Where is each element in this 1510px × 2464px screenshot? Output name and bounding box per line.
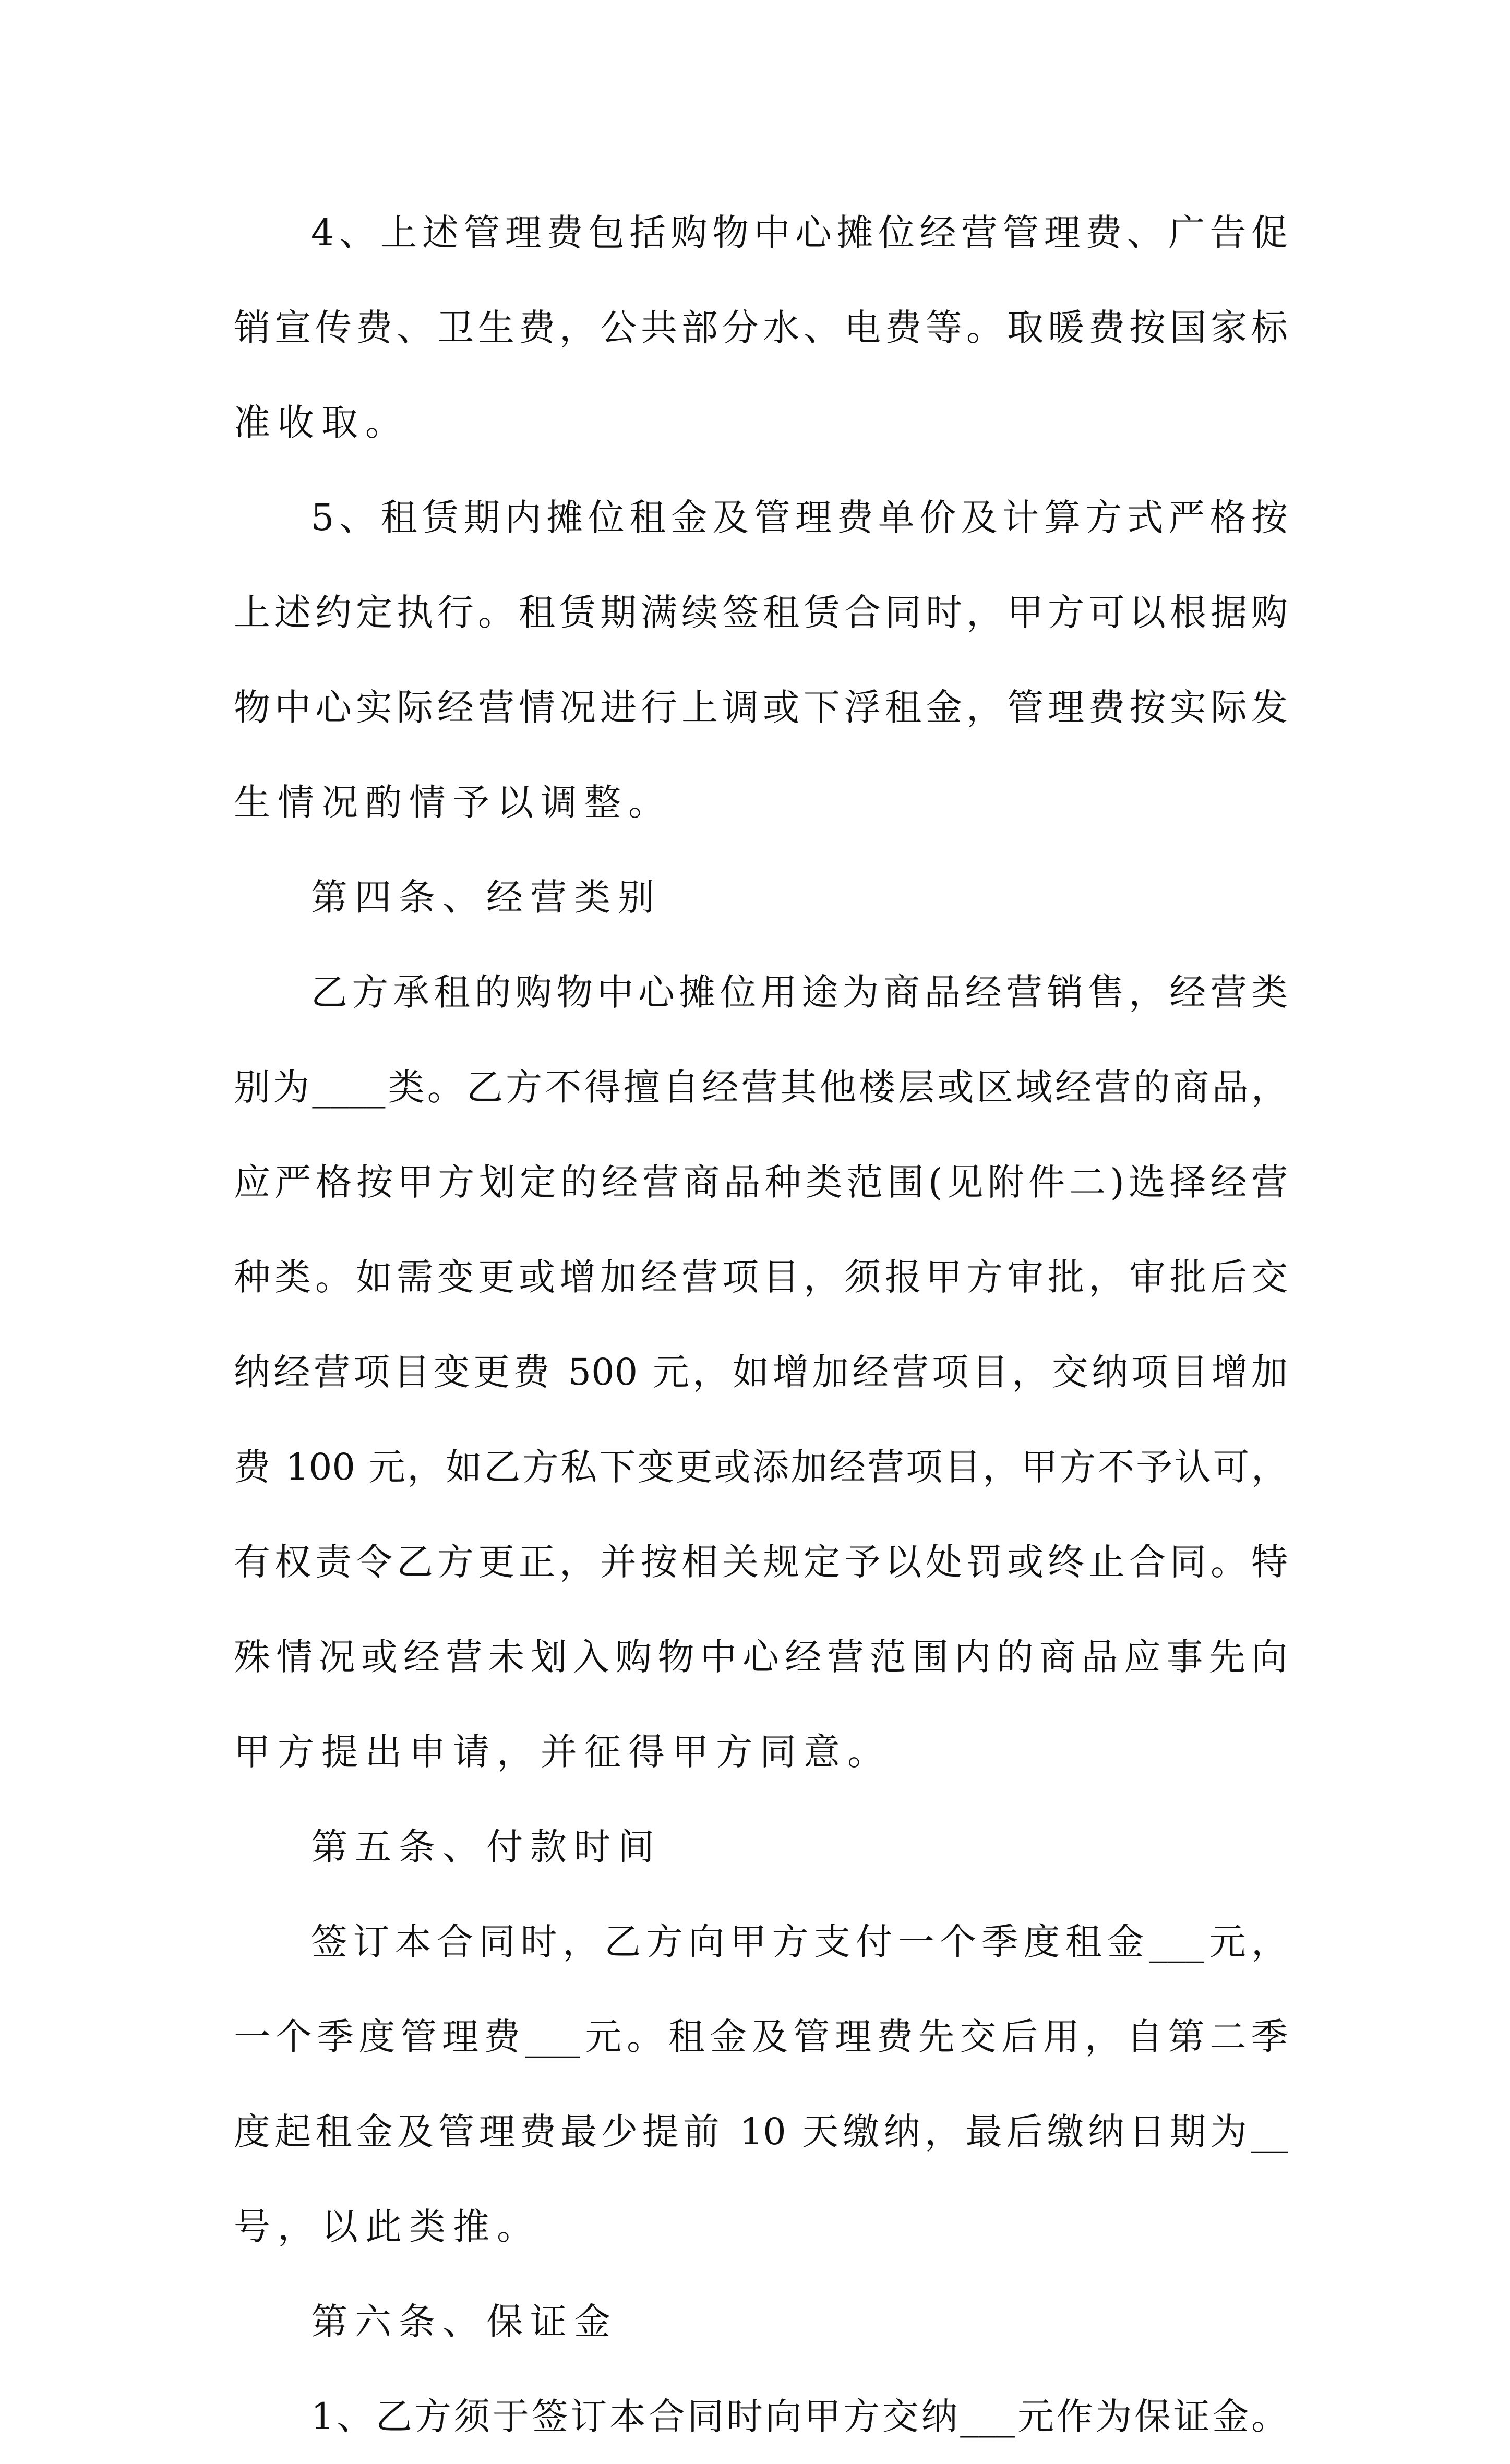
text-line: 一个季度管理费___元。租金及管理费先交后用，自第二季: [234, 2015, 1288, 2058]
text-line: 准收取。: [234, 401, 409, 444]
text-line: 甲方提出申请，并征得甲方同意。: [234, 1730, 891, 1773]
text-line: 上述约定执行。租赁期满续签租赁合同时，甲方可以根据购: [234, 591, 1288, 634]
text-line: 种类。如需变更或增加经营项目，须报甲方审批，审批后交: [234, 1256, 1288, 1299]
text-line: 应严格按甲方划定的经营商品种类范围(见附件二)选择经营: [234, 1161, 1288, 1204]
text-line: 乙方承租的购物中心摊位用途为商品经营销售，经营类: [311, 971, 1288, 1014]
text-line: 销宣传费、卫生费，公共部分水、电费等。取暖费按国家标: [234, 306, 1288, 349]
text-line: 签订本合同时，乙方向甲方支付一个季度租金___元，: [311, 1920, 1288, 1963]
text-line: 号，以此类推。: [234, 2205, 541, 2248]
text-line: 费 100 元，如乙方私下变更或添加经营项目，甲方不予认可，: [234, 1446, 1288, 1488]
text-line: 5、租赁期内摊位租金及管理费单价及计算方式严格按: [311, 496, 1288, 539]
text-line: 别为____类。乙方不得擅自经营其他楼层或区域经营的商品，: [234, 1066, 1288, 1109]
section-heading: 第五条、付款时间: [311, 1825, 662, 1868]
text-line: 生情况酌情予以调整。: [234, 781, 672, 824]
text-line: 纳经营项目变更费 500 元，如增加经营项目，交纳项目增加: [234, 1351, 1288, 1393]
text-line: 有权责令乙方更正，并按相关规定予以处罚或终止合同。特: [234, 1541, 1288, 1583]
section-heading: 第六条、保证金: [311, 2300, 618, 2343]
contract-text: [234, 185, 1288, 2464]
text-line: 度起租金及管理费最少提前 10 天缴纳，最后缴纳日期为__: [234, 2110, 1288, 2153]
text-line: 1、乙方须于签订本合同时向甲方交纳___元作为保证金。: [311, 2395, 1288, 2438]
text-line: 4、上述管理费包括购物中心摊位经营管理费、广告促: [311, 211, 1288, 254]
text-line: 物中心实际经营情况进行上调或下浮租金，管理费按实际发: [234, 686, 1288, 729]
section-heading: 第四条、经营类别: [311, 876, 662, 919]
text-line: 殊情况或经营未划入购物中心经营范围内的商品应事先向: [234, 1636, 1288, 1678]
